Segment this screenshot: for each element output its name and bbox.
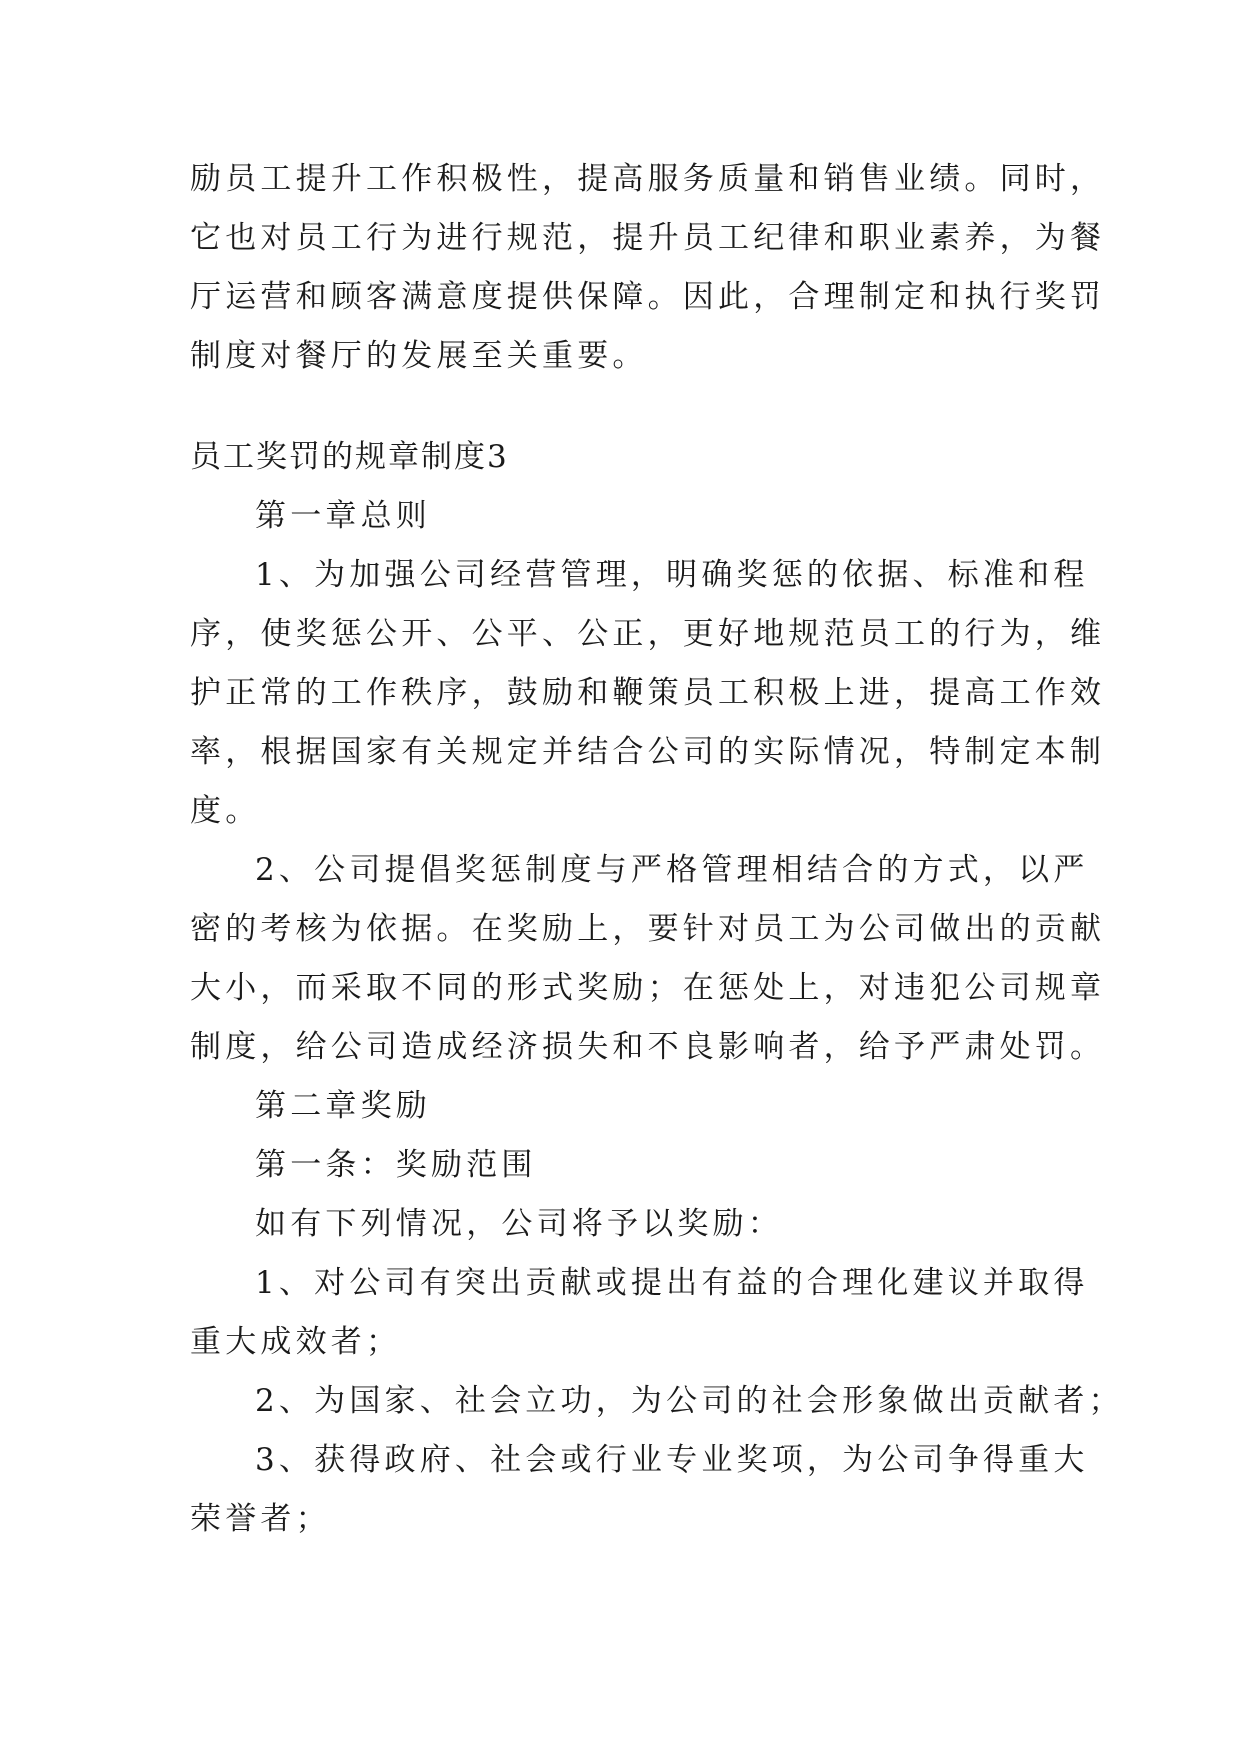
lead-in-text: 如有下列情况，公司将予以奖励： [255,1206,783,1242]
chapter1-paragraph-2 [190,841,1106,1077]
text-line: 率，根据国家有关规定并结合公司的实际情况，特制定本制 [190,734,1106,770]
text-line: 2、公司提倡奖惩制度与严格管理相结合的方式，以严 [255,852,1089,888]
text-line: 制度对餐厅的发展至关重要。 [190,338,648,374]
text-line: 1、为加强公司经营管理，明确奖惩的依据、标准和程 [255,557,1089,593]
document-body [190,150,1124,1549]
text-line: 荣誉者； [190,1501,331,1537]
chapter-heading: 第一章总则 [255,498,431,534]
text-line: 它也对员工行为进行规范，提升员工纪律和职业素养，为餐 [190,220,1106,256]
article-heading: 第一条：奖励范围 [255,1147,537,1183]
text-line: 序，使奖惩公开、公平、公正，更好地规范员工的行为，维 [190,616,1106,652]
text-line: 护正常的工作秩序，鼓励和鞭策员工积极上进，提高工作效 [190,675,1106,711]
text-line: 1、对公司有突出贡献或提出有益的合理化建议并取得 [255,1265,1089,1301]
section-title: 员工奖罚的规章制度3 [190,439,509,475]
reward-item-3 [190,1431,1089,1549]
text-line: 重大成效者； [190,1324,402,1360]
text-line: 制度，给公司造成经济损失和不良影响者，给予严肃处罚。 [190,1029,1106,1065]
reward-item-1 [190,1254,1089,1372]
text-line: 励员工提升工作积极性，提高服务质量和销售业绩。同时， [190,161,1106,197]
text-line: 大小，而采取不同的形式奖励；在惩处上，对违犯公司规章 [190,970,1106,1006]
paragraph-gap [190,386,1060,428]
text-line: 度。 [190,793,261,829]
text-line: 厅运营和顾客满意度提供保障。因此，合理制定和执行奖罚 [190,279,1106,315]
chapter1-paragraph-1 [190,546,1106,841]
chapter-heading: 第二章奖励 [255,1088,431,1124]
text-line: 3、获得政府、社会或行业专业奖项，为公司争得重大 [255,1442,1089,1478]
reward-item-2 [190,1372,1124,1431]
text-line: 2、为国家、社会立功，为公司的社会形象做出贡献者； [255,1383,1124,1419]
intro-paragraph [190,150,1106,386]
text-line: 密的考核为依据。在奖励上，要针对员工为公司做出的贡献 [190,911,1106,947]
